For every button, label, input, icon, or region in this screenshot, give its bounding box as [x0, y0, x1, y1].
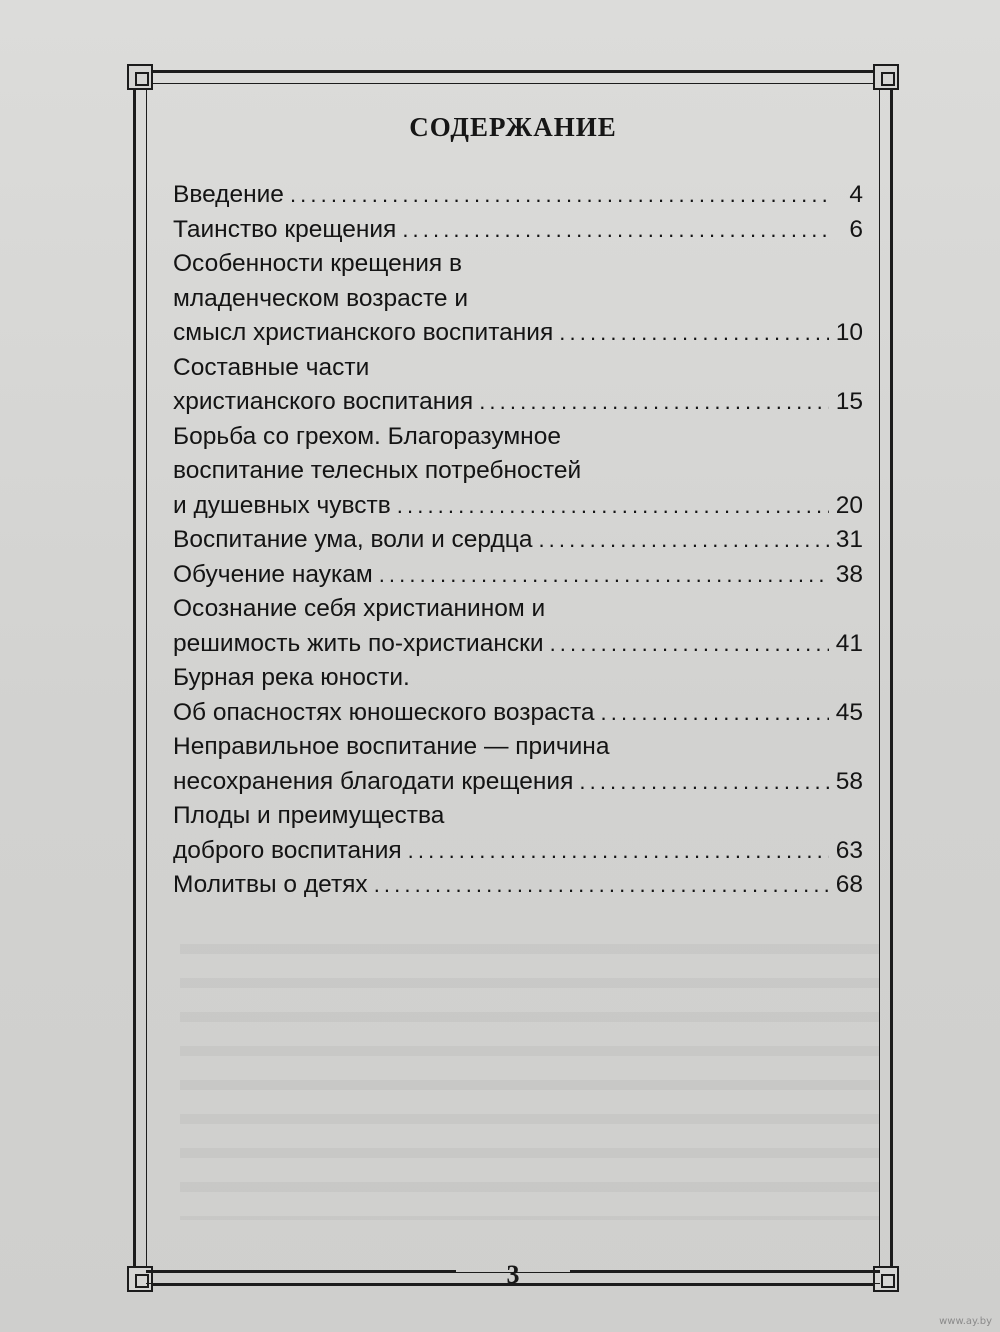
dot-leader: [579, 765, 829, 800]
toc-entry-title: Воспитание ума, воли и сердца: [173, 526, 533, 553]
toc-entry-line: Борьба со грехом. Благоразумное: [173, 422, 561, 450]
toc-entry-row: [173, 868, 863, 903]
toc-entry-line: Бурная река юности.: [173, 664, 410, 691]
dot-leader: [479, 385, 829, 420]
toc-entry-title: и душевных чувств: [173, 491, 391, 519]
toc-entry-title: Молитвы о детях: [173, 871, 368, 898]
toc-page-number: 6: [849, 215, 863, 243]
toc-entry: [173, 592, 863, 661]
dot-leader: [601, 696, 829, 731]
toc-entry-row: [173, 178, 863, 213]
toc-page-number: 4: [849, 181, 863, 208]
toc-page-number: 10: [835, 319, 863, 346]
watermark: www.ay.by: [939, 1316, 992, 1327]
toc-entry: [173, 799, 863, 868]
toc-entry: [173, 661, 863, 730]
toc-entry-line: воспитание телесных потребностей: [173, 457, 582, 484]
toc-entry-row: [173, 316, 863, 351]
dot-leader: [559, 316, 829, 351]
toc-entry: [173, 558, 863, 593]
toc-entry-line: младенческом возрасте и: [173, 284, 469, 312]
toc-entry: [173, 247, 863, 351]
dot-leader: [538, 523, 829, 558]
toc-entry-title: решимость жить по-христиански: [173, 629, 544, 657]
toc-page-number: 15: [835, 388, 863, 415]
footer-rule-right: [570, 1270, 880, 1284]
dot-leader: [408, 834, 829, 869]
page-number: 3: [506, 1260, 520, 1289]
toc-entry-row: [173, 627, 863, 662]
toc-entry: [173, 213, 863, 248]
dot-leader: [550, 627, 829, 662]
toc-entry: [173, 730, 863, 799]
toc-page-number: 58: [835, 767, 863, 795]
toc-entry-line: Осознание себя христианином и: [173, 595, 546, 622]
toc-entry: [173, 420, 863, 524]
toc-entry-row: [173, 696, 863, 731]
toc-page-number: 63: [835, 836, 863, 864]
toc-entry: [173, 178, 863, 213]
dot-leader: [397, 489, 829, 524]
toc-page-number: 45: [835, 698, 863, 726]
toc-page-number: 31: [835, 526, 863, 553]
toc-entry-row: [173, 558, 863, 593]
toc-page-number: 38: [835, 560, 863, 588]
table-of-contents: [173, 178, 863, 903]
toc-entry-title: Таинство крещения: [173, 215, 397, 243]
toc-entry-line: Составные части: [173, 353, 370, 381]
toc-entry-row: [173, 765, 863, 800]
toc-entry-title: несохранения благодати крещения: [173, 767, 574, 795]
dot-leader: [374, 868, 829, 903]
toc-entry-row: [173, 523, 863, 558]
toc-entry-row: [173, 385, 863, 420]
toc-entry: [173, 351, 863, 420]
dot-leader: [402, 213, 829, 248]
toc-entry-title: Введение: [173, 181, 284, 208]
toc-entry: [173, 523, 863, 558]
toc-entry-line: Особенности крещения в: [173, 250, 463, 277]
toc-page-number: 20: [835, 491, 863, 519]
toc-entry-row: [173, 489, 863, 524]
toc-entry-title: смысл христианского воспитания: [173, 319, 554, 346]
toc-entry-title: Обучение наукам: [173, 560, 373, 588]
toc-entry-line: Неправильное воспитание — причина: [173, 733, 610, 760]
toc-entry-title: христианского воспитания: [173, 388, 474, 415]
corner-ornament-top-left: [127, 64, 153, 90]
toc-entry-line: Плоды и преимущества: [173, 802, 445, 829]
dot-leader: [290, 178, 829, 213]
toc-entry-title: Об опасностях юношеского возраста: [173, 698, 595, 726]
corner-ornament-top-right: [873, 64, 899, 90]
toc-page-number: 41: [835, 629, 863, 657]
toc-entry-row: [173, 213, 863, 248]
toc-entry-title: доброго воспитания: [173, 836, 402, 864]
page-footer: [146, 1248, 880, 1308]
toc-page-number: 68: [835, 871, 863, 898]
page-title: СОДЕРЖАНИЕ: [409, 112, 617, 142]
toc-entry: [173, 868, 863, 903]
dot-leader: [379, 558, 829, 593]
toc-entry-row: [173, 834, 863, 869]
